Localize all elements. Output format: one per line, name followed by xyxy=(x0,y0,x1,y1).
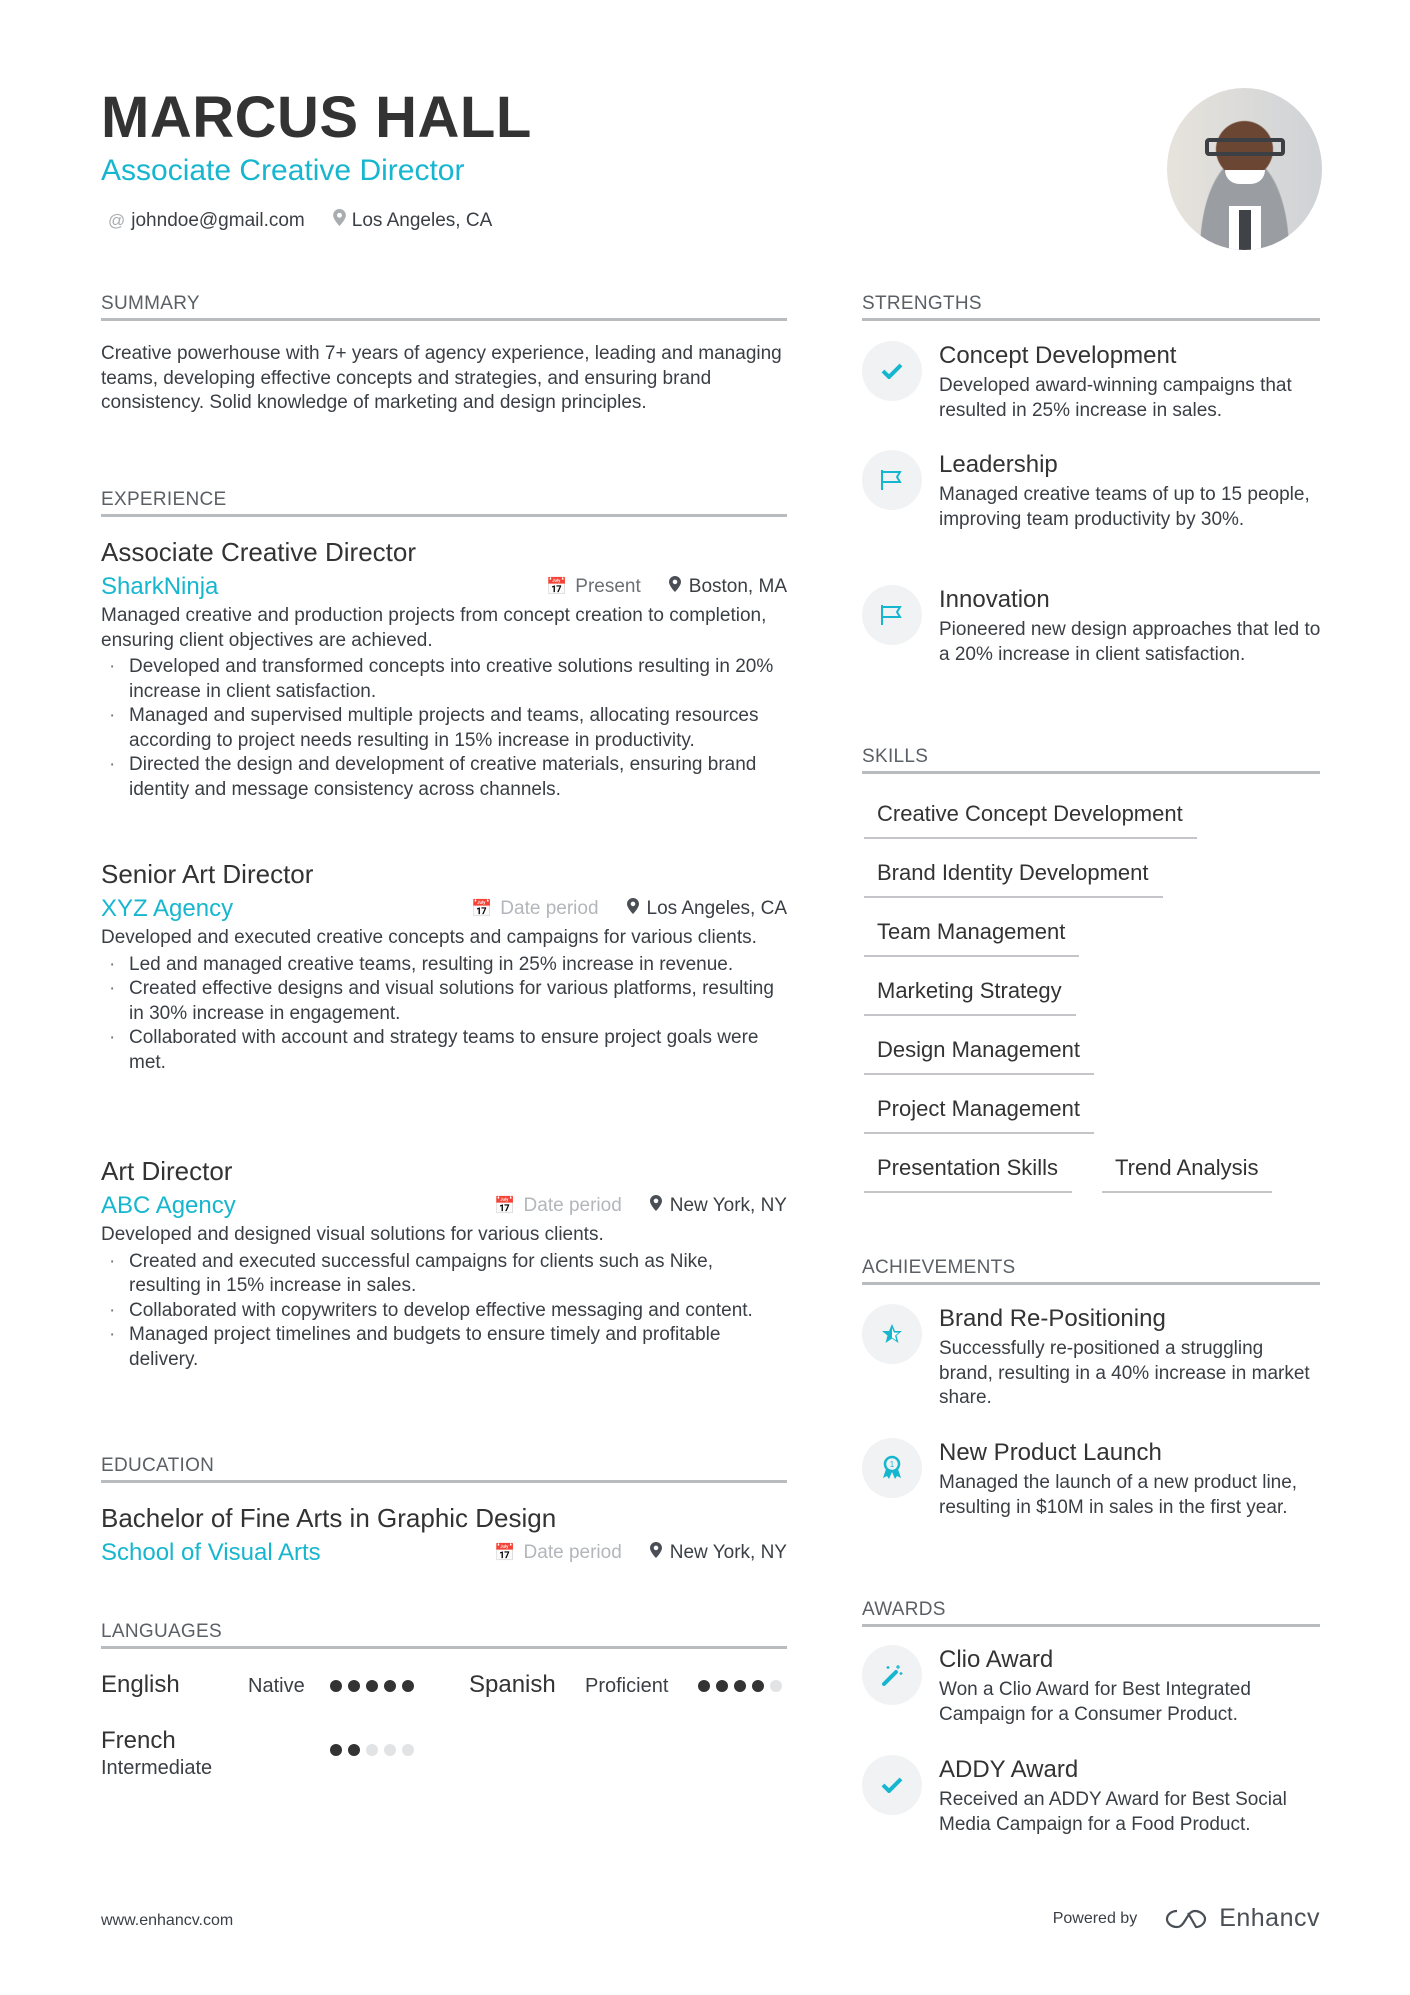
skill-tag: Presentation Skills xyxy=(864,1154,1072,1193)
award-title: Clio Award xyxy=(939,1646,1054,1673)
website-link[interactable]: www.enhancv.com xyxy=(101,1912,234,1929)
section-title-summary: SUMMARY xyxy=(101,293,200,314)
bullet-item: · Created effective designs and visual solutions for various platforms, resulting in 30% increase in engagement. xyxy=(101,977,787,1026)
contact-info xyxy=(108,208,492,234)
strength-desc: Pioneered new design approaches that led to a 20% increase in client satisfaction. xyxy=(939,619,1321,665)
achievement-desc: Managed the launch of a new product line, resulting in $10M in sales in the first year. xyxy=(939,1472,1298,1518)
section-divider xyxy=(862,1282,1320,1285)
section-title-languages: LANGUAGES xyxy=(101,1621,222,1642)
calendar-icon: 📅 xyxy=(471,899,493,918)
job-description: Developed and designed visual solutions for various clients. xyxy=(101,1224,604,1245)
job-date: Date period xyxy=(500,898,599,919)
strength-item xyxy=(862,585,1322,667)
skill-tag: Marketing Strategy xyxy=(864,977,1076,1016)
summary-text: Creative powerhouse with 7+ years of agency experience, leading and managing teams, developing effective concepts and strategies, and ensuring brand consistency. Solid knowledge of marketing and design principles. xyxy=(101,343,782,413)
skill-tag: Brand Identity Development xyxy=(864,859,1163,898)
job-location: New York, NY xyxy=(669,1195,787,1216)
achievement-title: New Product Launch xyxy=(939,1439,1162,1466)
achievement-item xyxy=(862,1304,1322,1411)
flag-icon xyxy=(862,450,922,510)
company-name: SharkNinja xyxy=(101,573,219,600)
bullet-item: · Managed and supervised multiple projects and teams, allocating resources according to project needs resulting in 15% increase in productivity. xyxy=(101,704,787,753)
map-pin-icon xyxy=(333,208,346,234)
job-bullets xyxy=(101,655,787,802)
candidate-title: Associate Creative Director xyxy=(101,154,465,187)
strength-desc: Developed award-winning campaigns that resulted in 25% increase in sales. xyxy=(939,375,1292,421)
award-item xyxy=(862,1645,1322,1727)
section-title-strengths: STRENGTHS xyxy=(862,293,982,314)
calendar-icon: 📅 xyxy=(494,1543,516,1562)
enhancv-logo-icon xyxy=(1163,1907,1209,1931)
job-title: Senior Art Director xyxy=(101,859,314,889)
section-title-experience: EXPERIENCE xyxy=(101,489,227,510)
section-divider xyxy=(101,1646,787,1649)
job-description: Developed and executed creative concepts and campaigns for various clients. xyxy=(101,927,757,948)
section-title-awards: AWARDS xyxy=(862,1599,946,1620)
job-title: Associate Creative Director xyxy=(101,537,416,567)
section-title-achievements: ACHIEVEMENTS xyxy=(862,1257,1016,1278)
strength-desc: Managed creative teams of up to 15 people, improving team productivity by 30%. xyxy=(939,484,1310,530)
enhancv-logo-text: Enhancv xyxy=(1219,1904,1320,1932)
section-title-education: EDUCATION xyxy=(101,1455,215,1476)
job-date: Present xyxy=(575,576,641,597)
award-desc: Won a Clio Award for Best Integrated Campaign for a Consumer Product. xyxy=(939,1679,1251,1725)
language-proficiency-dots xyxy=(330,1744,414,1756)
powered-by-label: Powered by xyxy=(1052,1909,1138,1927)
star-icon xyxy=(862,1304,922,1364)
achievement-desc: Successfully re-positioned a struggling brand, resulting in a 40% increase in market share. xyxy=(939,1338,1310,1408)
job-date: Date period xyxy=(523,1195,622,1216)
enhancv-logo[interactable] xyxy=(1163,1904,1320,1933)
skill-tag: Creative Concept Development xyxy=(864,800,1197,839)
magic-wand-icon xyxy=(862,1645,922,1705)
section-divider xyxy=(101,514,787,517)
bullet-item: · Collaborated with account and strategy teams to ensure project goals were met. xyxy=(101,1026,787,1075)
language-proficiency-dots xyxy=(330,1680,414,1692)
section-divider xyxy=(862,771,1320,774)
language-proficiency-dots xyxy=(698,1680,782,1692)
medal-icon xyxy=(862,1438,922,1498)
email-text: johndoe@gmail.com xyxy=(131,210,305,231)
svg-text:1: 1 xyxy=(889,1460,895,1469)
location-text: Los Angeles, CA xyxy=(351,210,493,231)
experience-item xyxy=(101,1155,787,1372)
language-name: English xyxy=(101,1671,180,1698)
achievement-item xyxy=(862,1438,1322,1520)
map-pin-icon xyxy=(650,1196,662,1215)
profile-photo xyxy=(1167,88,1322,250)
achievement-title: Brand Re-Positioning xyxy=(939,1305,1166,1332)
bullet-item: · Created and executed successful campaigns for clients such as Nike, resulting in 15% increase in sales. xyxy=(101,1250,787,1299)
strength-title: Leadership xyxy=(939,451,1058,478)
job-location: Boston, MA xyxy=(688,576,787,597)
section-title-skills: SKILLS xyxy=(862,746,929,767)
school-name: School of Visual Arts xyxy=(101,1539,321,1566)
job-location: Los Angeles, CA xyxy=(646,898,787,919)
flag-icon xyxy=(862,585,922,645)
strength-title: Innovation xyxy=(939,586,1050,613)
job-description: Managed creative and production projects from concept creation to completion, ensuring client objectives are achieved. xyxy=(101,605,767,651)
section-divider xyxy=(862,318,1320,321)
education-item xyxy=(101,1502,787,1568)
language-level: Native xyxy=(248,1675,305,1697)
job-bullets xyxy=(101,953,787,1076)
award-title: ADDY Award xyxy=(939,1756,1079,1783)
at-icon: @ xyxy=(108,211,126,230)
bullet-item: · Led and managed creative teams, resulting in 25% increase in revenue. xyxy=(101,953,787,978)
language-name: Spanish xyxy=(469,1671,556,1698)
job-title: Art Director xyxy=(101,1156,233,1186)
check-icon xyxy=(862,341,922,401)
job-bullets xyxy=(101,1250,787,1373)
bullet-item: · Managed project timelines and budgets to ensure timely and profitable delivery. xyxy=(101,1323,787,1372)
skill-tag: Design Management xyxy=(864,1036,1094,1075)
bullet-item: · Collaborated with copywriters to develop effective messaging and content. xyxy=(101,1299,787,1324)
language-level: Proficient xyxy=(585,1675,669,1697)
map-pin-icon xyxy=(650,1543,662,1562)
education-date: Date period xyxy=(523,1542,622,1563)
section-divider xyxy=(101,318,787,321)
map-pin-icon xyxy=(627,899,639,918)
check-icon xyxy=(862,1755,922,1815)
skill-tag: Project Management xyxy=(864,1095,1094,1134)
language-name: French xyxy=(101,1727,176,1754)
powered-by xyxy=(1053,1904,1320,1933)
strength-item xyxy=(862,341,1322,423)
section-divider xyxy=(101,1480,787,1483)
award-item xyxy=(862,1755,1322,1837)
section-divider xyxy=(862,1624,1320,1627)
degree: Bachelor of Fine Arts in Graphic Design xyxy=(101,1503,557,1533)
language-level: Intermediate xyxy=(101,1757,213,1779)
company-name: ABC Agency xyxy=(101,1192,236,1219)
contact-email[interactable] xyxy=(108,208,305,234)
skill-tag: Trend Analysis xyxy=(1102,1154,1272,1193)
skill-tag: Team Management xyxy=(864,918,1079,957)
bullet-item: · Directed the design and development of creative materials, ensuring brand identity and message consistency across channels. xyxy=(101,753,787,802)
calendar-icon: 📅 xyxy=(546,577,568,596)
contact-location xyxy=(333,208,492,234)
map-pin-icon xyxy=(669,577,681,596)
experience-item xyxy=(101,858,787,1075)
candidate-name: MARCUS HALL xyxy=(101,85,532,150)
experience-item xyxy=(101,536,787,802)
education-location: New York, NY xyxy=(669,1542,787,1563)
strength-item xyxy=(862,450,1322,532)
strength-title: Concept Development xyxy=(939,342,1177,369)
bullet-item: · Developed and transformed concepts into creative solutions resulting in 20% increase in client satisfaction. xyxy=(101,655,787,704)
calendar-icon: 📅 xyxy=(494,1196,516,1215)
award-desc: Received an ADDY Award for Best Social Media Campaign for a Food Product. xyxy=(939,1789,1287,1835)
company-name: XYZ Agency xyxy=(101,895,234,922)
